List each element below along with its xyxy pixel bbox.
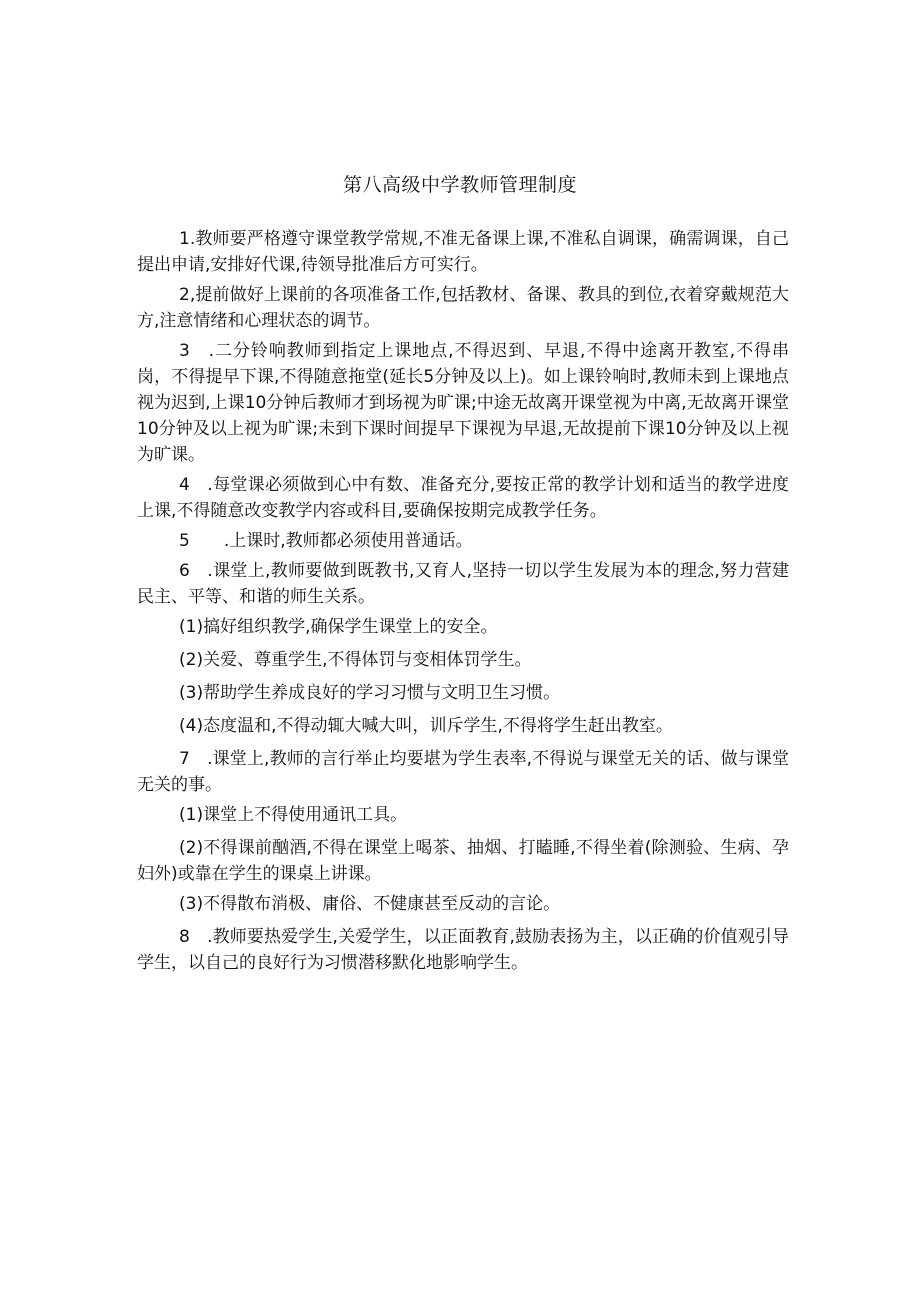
document-body bbox=[137, 226, 789, 980]
rule-6-sub-3: (3)帮助学生养成良好的学习习惯与文明卫生习惯。 bbox=[179, 683, 561, 703]
rule-item-3: 3 .二分铃响教师到指定上课地点,不得迟到、早退,不得中途离开教室,不得串岗，不得提早下课,不得随意拖堂(延长5分钟及以上)。如上课铃响时,教师未到上课地点视为迟到,上课10分钟后教师才到场视为旷课;中途无故离开课堂视为中离,无故离开课堂10分钟及以上视为旷课;未到下课时间提早下课视为早退,无故提前下课10分钟及以上视为旷课。 bbox=[137, 341, 789, 465]
rule-6-sub-4: (4)态度温和,不得动辄大喊大叫，训斥学生,不得将学生赶出教室。 bbox=[179, 716, 673, 736]
rule-7-sub-3: (3)不得散布消极、庸俗、不健康甚至反动的言论。 bbox=[179, 894, 561, 914]
rule-item-7: 7 .课堂上,教师的言行举止均要堪为学生表率,不得说与课堂无关的话、做与课堂无关的事。 bbox=[137, 749, 789, 795]
rule-item-8: 8 .教师要热爱学生,关爱学生，以正面教育,鼓励表扬为主，以正确的价值观引导学生，以自己的良好行为习惯潜移默化地影响学生。 bbox=[137, 927, 789, 973]
rule-item-6: 6 .课堂上,教师要做到既教书,又育人,坚持一切以学生发展为本的理念,努力营建民主、平等、和谐的师生关系。 bbox=[137, 561, 789, 607]
rule-7-sub-2: (2)不得课前酗酒,不得在课堂上喝茶、抽烟、打瞌睡,不得坐着(除测验、生病、孕妇外)或靠在学生的课桌上讲课。 bbox=[137, 838, 789, 884]
page-title: 第八高级中学教师管理制度 bbox=[342, 174, 577, 196]
rule-7-sub-1: (1)课堂上不得使用通讯工具。 bbox=[179, 805, 408, 825]
rule-item-2: 2,提前做好上课前的各项准备工作,包括教材、备课、教具的到位,衣着穿戴规范大方,注意情绪和心理状态的调节。 bbox=[137, 285, 789, 331]
rule-6-sub-2: (2)关爱、尊重学生,不得体罚与变相体罚学生。 bbox=[179, 650, 532, 670]
rule-item-5: 5 .上课时,教师都必须使用普通话。 bbox=[179, 531, 473, 551]
rule-6-sub-1: (1)搞好组织教学,确保学生课堂上的安全。 bbox=[179, 617, 498, 637]
rule-item-1: 1.教师要严格遵守课堂教学常规,不准无备课上课,不准私自调课，确需调课，自己提出申请,安排好代课,待领导批准后方可实行。 bbox=[137, 229, 789, 275]
rule-item-4: 4 .每堂课必须做到心中有数、准备充分,要按正常的教学计划和适当的教学进度上课,不得随意改变教学内容或科目,要确保按期完成教学任务。 bbox=[137, 475, 789, 521]
